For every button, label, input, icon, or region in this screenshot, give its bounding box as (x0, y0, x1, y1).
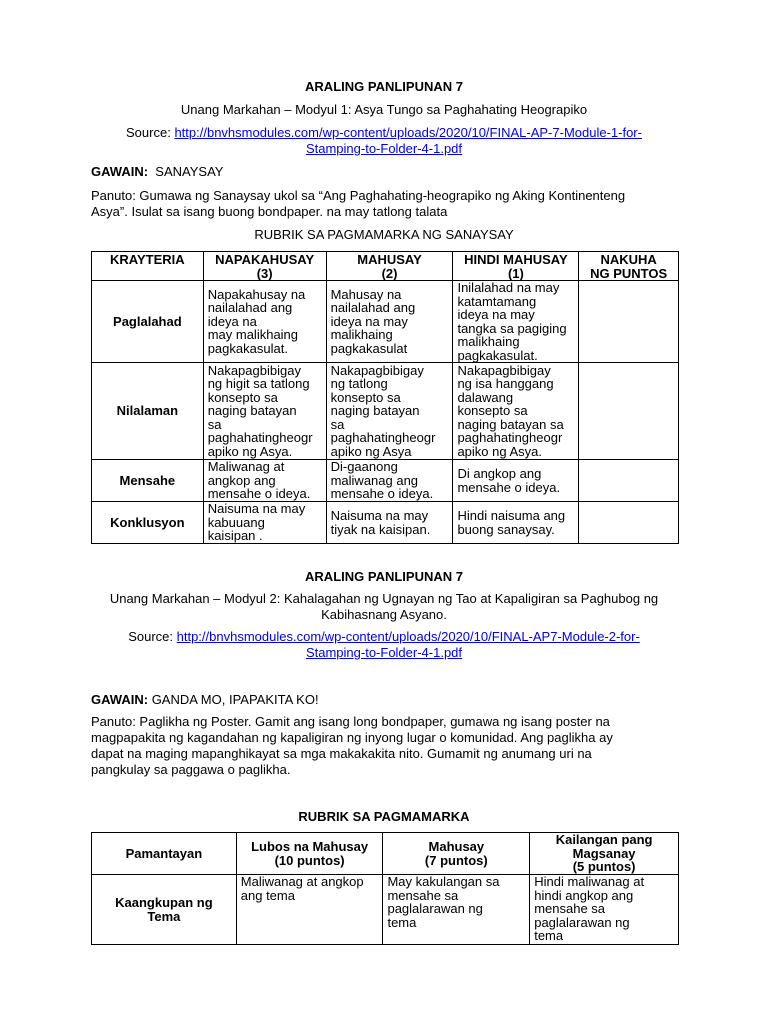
table-row (92, 875, 679, 945)
score-cell (579, 502, 679, 544)
rubric-cell (203, 281, 326, 363)
doc2-header-cell (383, 833, 530, 875)
cell-line: naging batayan (207, 403, 297, 419)
doc2-source (0, 629, 768, 661)
score-cell (579, 363, 679, 460)
rubric-cell (236, 875, 383, 945)
doc2-rubric-table (91, 832, 679, 945)
cell-line: ang tema (240, 887, 295, 903)
cell-line: kaisipan . (207, 528, 263, 544)
cell-line: malikhaing (330, 327, 393, 343)
cell-line: apiko ng Asya. (457, 443, 543, 459)
cell-line: mensahe o ideya. (330, 486, 434, 502)
cell-line: naging batayan sa (457, 416, 564, 432)
cell-line: dalawang (457, 389, 514, 405)
rubric-cell (453, 460, 579, 502)
cell-line: apiko ng Asya (330, 443, 412, 459)
doc2-panuto (91, 714, 613, 778)
doc1-header-cell: NAKUHA NG PUNTOS (579, 252, 679, 281)
cell-line: mensahe sa (387, 887, 459, 903)
doc2-subtitle (0, 591, 768, 623)
doc2-gawain (91, 692, 319, 707)
cell-line: pagkakasulat (330, 340, 408, 356)
doc1-header-cell: NAPAKAHUSAY (3) (203, 252, 326, 281)
doc2-gawain-label: GAWAIN: (91, 692, 149, 707)
cell-line: paghahatingheogr (207, 430, 313, 446)
cell-line: nailalahad ang (207, 300, 293, 316)
doc2-panuto-line: pangkulay sa paggawa o paglikha. (91, 762, 291, 777)
cell-line: paglalarawan ng (387, 901, 483, 916)
cell-line: Napakahusay na (207, 286, 306, 302)
rubric-cell (530, 875, 679, 945)
criteria-cell: Paglalahad (92, 281, 204, 363)
cell-line: Kaangkupan ng (115, 895, 213, 910)
doc2-gawain-value: GANDA MO, IPAPAKITA KO! (151, 692, 319, 707)
doc1-panuto (91, 188, 625, 220)
cell-line: Di-gaanong (330, 459, 398, 475)
cell-line: ideya na (207, 313, 257, 329)
cell-line: Naisuma na may (207, 501, 306, 517)
cell-line: buong sanaysay. (457, 521, 555, 537)
doc1-rubric-table (91, 251, 679, 544)
criteria-cell: Mensahe (92, 460, 204, 502)
doc1-subtitle: Unang Markahan – Modyul 1: Asya Tungo sa Paghahating Heograpiko (180, 102, 588, 117)
doc2-panuto-line: dapat na maging mapanghikayat sa mga makakakita nito. Gumamit ng anumang uri na (91, 746, 592, 761)
cell-line: Lubos na Mahusay (251, 839, 369, 854)
table-row (92, 460, 679, 502)
doc2-header-row (92, 833, 679, 875)
rubric-cell (453, 363, 579, 460)
doc1-source-label: Source: (126, 125, 171, 140)
cell-line: Di angkop ang (457, 466, 542, 481)
cell-line: ng higit sa tatlong (207, 376, 310, 392)
doc2-subtitle-line1: Unang Markahan – Modyul 2: Kahalagahan ng Ugnayan ng Tao at Kapaligiran sa Paghubog ng (109, 591, 659, 606)
cell-line: May kakulangan sa (387, 874, 500, 889)
score-cell (579, 281, 679, 363)
cell-line: tangka sa pagiging (457, 320, 567, 336)
score-cell (579, 460, 679, 502)
doc1-rubric-title: RUBRIK SA PAGMAMARKA NG SANAYSAY (254, 227, 514, 242)
criteria-cell (92, 875, 237, 945)
cell-line: ng isa hanggang (457, 376, 554, 392)
table-row (92, 363, 679, 460)
rubric-cell (326, 460, 453, 502)
cell-line: apiko ng Asya. (207, 443, 293, 459)
doc1-header-cell: KRAYTERIA (92, 252, 204, 281)
cell-line: Nakapagbibigay (207, 362, 301, 378)
cell-line: maliwanag ang (330, 472, 419, 488)
cell-line: konsepto sa (330, 389, 401, 405)
cell-line: konsepto sa (207, 389, 278, 405)
cell-line: hindi angkop ang (534, 887, 634, 903)
cell-line: (7 puntos) (424, 852, 488, 868)
cell-line: (5 puntos) (572, 859, 636, 875)
cell-line: paghahatingheogr (457, 430, 563, 446)
cell-line: Maliwanag at angkop (240, 874, 364, 889)
cell-line: mensahe o ideya. (457, 479, 561, 495)
rubric-cell (203, 460, 326, 502)
rubric-cell (203, 363, 326, 460)
rubric-cell (326, 502, 453, 544)
doc1-source-link-line1[interactable]: http://bnvhsmodules.com/wp-content/uploads/2020/10/FINAL-AP-7-Module-1-for- (174, 125, 642, 140)
cell-line: Nakapagbibigay (457, 362, 551, 378)
cell-line: Kailangan pang (555, 832, 653, 848)
doc1-gawain (91, 164, 223, 179)
cell-line: nailalahad ang (330, 300, 416, 316)
cell-line: Inilalahad na may (457, 280, 560, 295)
cell-line: ng tatlong (330, 376, 388, 392)
cell-line: mensahe sa (534, 901, 606, 916)
doc1-header-row (92, 252, 679, 281)
cell-line: pagkakasulat. (207, 340, 288, 356)
cell-line: Mahusay na (330, 286, 402, 302)
cell-line: pagkakasulat. (457, 347, 538, 363)
doc2-source-link-line1[interactable]: http://bnvhsmodules.com/wp-content/uploads/2020/10/FINAL-AP7-Module-2-for- (176, 629, 640, 644)
doc1-header-cell: HINDI MAHUSAY (1) (453, 252, 579, 281)
doc2-panuto-line: Panuto: Paglikha ng Poster. Gamit ang isang long bondpaper, gumawa ng isang poster na (91, 714, 610, 729)
cell-line: paghahatingheogr (330, 430, 436, 446)
cell-line: Magsanay (572, 845, 636, 861)
table-row (92, 281, 679, 363)
cell-line: Tema (147, 908, 181, 924)
cell-line: Maliwanag at (207, 459, 285, 475)
doc2-header-cell (530, 833, 679, 875)
cell-line: may malikhaing (207, 327, 299, 343)
cell-line: mensahe o ideya. (207, 486, 311, 502)
cell-line: angkop ang (207, 472, 276, 488)
cell-line: ideya na may (330, 313, 408, 329)
doc1-panuto-line2: Asya”. Isulat sa isang buong bondpaper. na may tatlong talata (91, 204, 448, 219)
criteria-cell: Nilalaman (92, 363, 204, 460)
doc2-rubric-title: RUBRIK SA PAGMAMARKA (298, 809, 470, 824)
doc2-header-cell (92, 833, 237, 875)
rubric-cell (326, 281, 453, 363)
rubric-cell (453, 502, 579, 544)
cell-line: naging batayan (330, 403, 420, 419)
doc2-title: ARALING PANLIPUNAN 7 (305, 569, 463, 584)
doc1-gawain-label: GAWAIN: (91, 164, 149, 179)
rubric-cell (326, 363, 453, 460)
cell-line: Mahusay (428, 839, 485, 854)
cell-line: Hindi naisuma ang (457, 508, 566, 523)
cell-line: malikhaing (457, 334, 520, 349)
doc2-panuto-line: magpapakita ng kagandahan ng kapaligiran ng inyong lugar o komunidad. Ang paglikha ay (91, 730, 613, 745)
table-row (92, 502, 679, 544)
cell-line: ideya na may (457, 307, 535, 322)
cell-line: katamtamang (457, 293, 537, 309)
doc2-subtitle-line2: Kabihasnang Asyano. (321, 607, 447, 622)
cell-line: paglalarawan ng (534, 914, 630, 930)
doc1-source (0, 125, 768, 157)
cell-line: tema (387, 914, 417, 930)
rubric-cell (453, 281, 579, 363)
doc1-title: ARALING PANLIPUNAN 7 (305, 79, 463, 94)
doc1-header-cell: MAHUSAY (2) (326, 252, 453, 281)
doc2-source-link-line2[interactable]: Stamping-to-Folder-4-1.pdf (305, 645, 463, 660)
cell-line: sa (207, 416, 222, 432)
cell-line: Nakapagbibigay (330, 362, 424, 378)
doc2-source-label: Source: (128, 629, 173, 644)
doc2-header-cell (236, 833, 383, 875)
cell-line: kabuuang (207, 514, 265, 530)
cell-line: tiyak na kaisipan. (330, 521, 431, 537)
doc1-gawain-value: SANAYSAY (155, 164, 224, 179)
cell-line: Naisuma na may (330, 508, 429, 523)
rubric-cell (203, 502, 326, 544)
rubric-cell (383, 875, 530, 945)
doc1-panuto-line1: Panuto: Gumawa ng Sanaysay ukol sa “Ang Paghahating-heograpiko ng Aking Kontinenteng (91, 188, 626, 203)
cell-line: Pamantayan (125, 845, 203, 861)
cell-line: tema (534, 928, 564, 943)
doc1-source-link-line2[interactable]: Stamping-to-Folder-4-1.pdf (305, 141, 463, 156)
cell-line: konsepto sa (457, 403, 528, 419)
criteria-cell: Konklusyon (92, 502, 204, 544)
cell-line: Hindi maliwanag at (534, 874, 645, 889)
cell-line: sa (330, 416, 345, 432)
cell-line: (10 puntos) (274, 852, 345, 868)
